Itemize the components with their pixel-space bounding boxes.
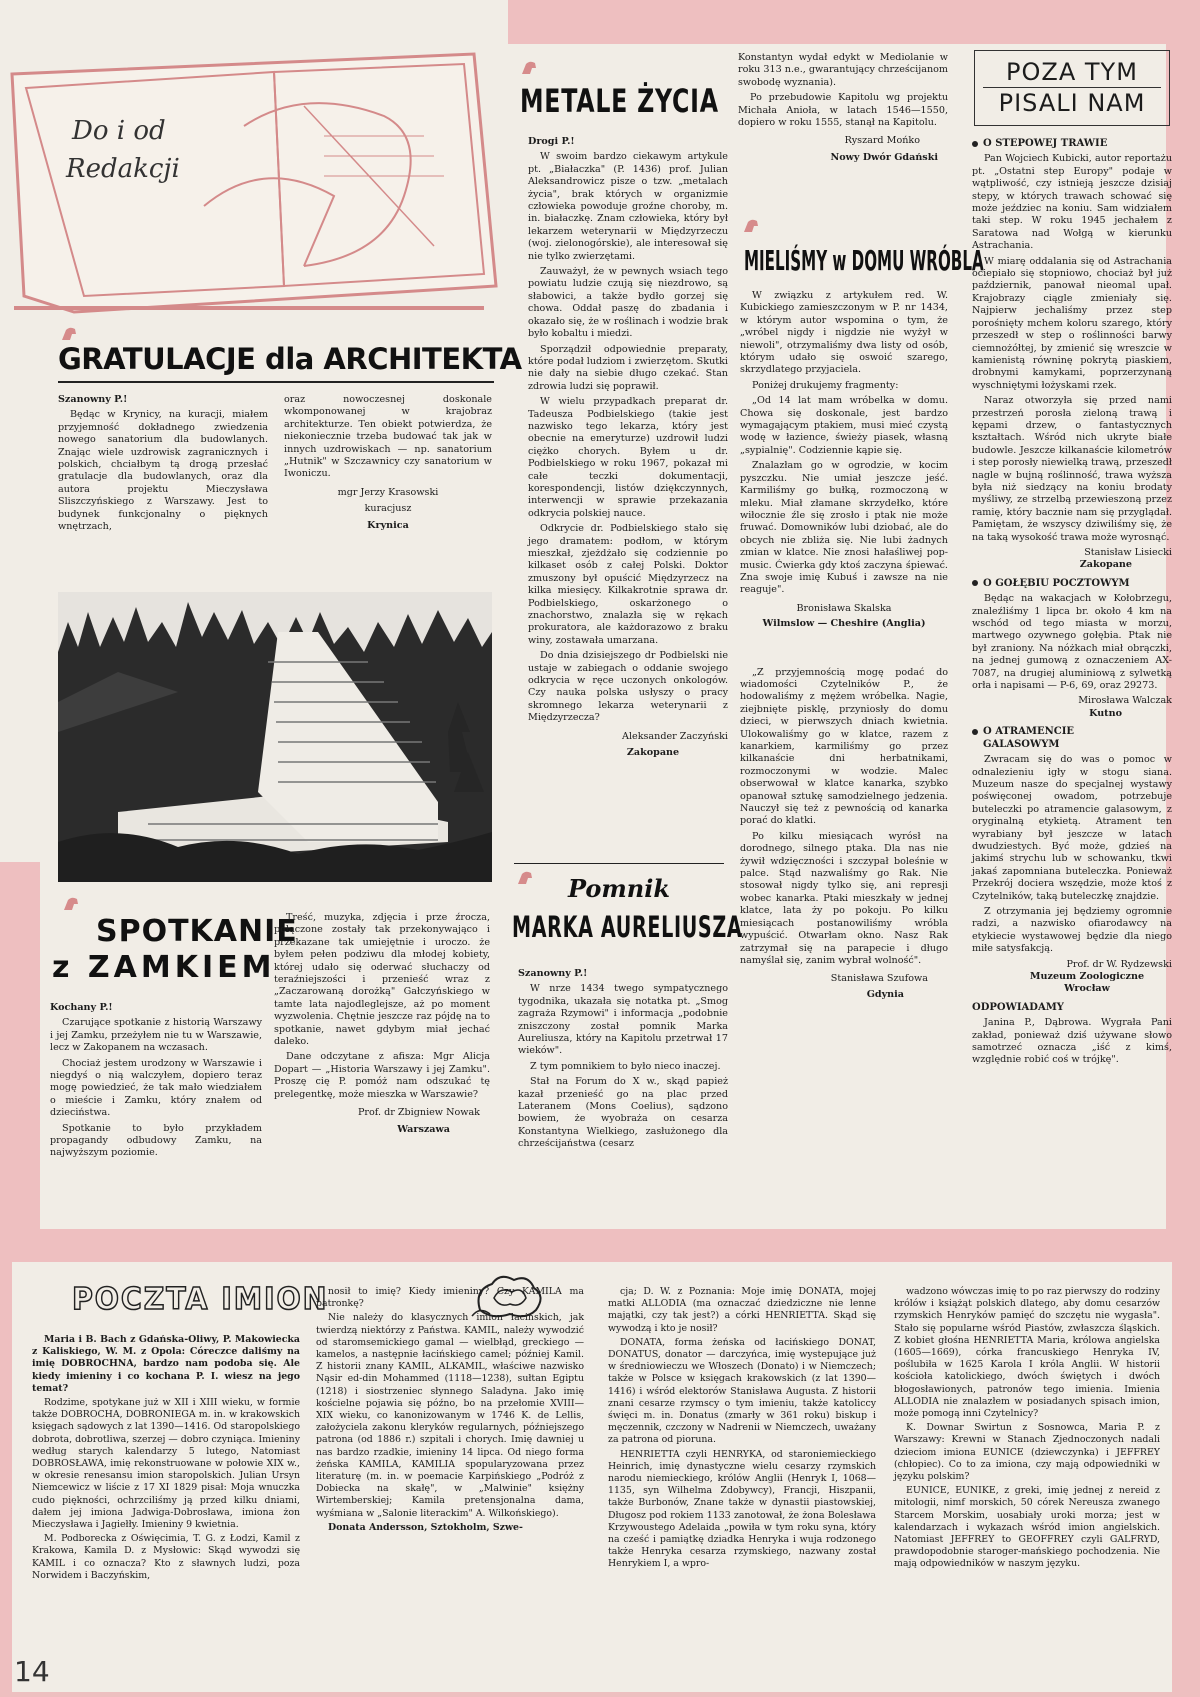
spotkanie-title-2: z ZAMKIEM: [52, 950, 276, 985]
pomnik-text-1: W nrze 1434 twego sympatycznego tygodnika, ukazała się notatka pt. „Smog zagraża Rzymowi" i informacja „podobnie zniszczony został pomnik Marka Aureliusza, który na Kapitolu przetrwał 17 wieków".: [518, 983, 728, 1057]
gratulacje-greeting: Szanowny P.!: [58, 394, 128, 405]
gratulacje-column-2: [284, 394, 492, 532]
bullet-icon: [972, 141, 978, 147]
stepowa-trawa-heading: [972, 138, 1172, 150]
spotkanie-greeting: Kochany P.!: [50, 1002, 113, 1013]
pomnik-greeting: Szanowny P.!: [518, 968, 588, 979]
poczta-c3-text-2: DONATA, forma żeńska od łacińskiego DONAT, DONATUS, donator — darczyńca, imię wystepujące już w średniowieczu we Włoszech (Donato) i w Niemczech; także w Polsce w księgach krakowskich (z lat 1390—1416) i wśród elektorów Stanisława Augusta. Z historii znani cesarze rzymscy o tym imieniu, także katoliccy święci m. in. Donatus (zmarły w 361 roku) biskup i męczennik, czczony w Nadrenii w Niemczech, uważany za patrona od pioruna.: [608, 1336, 876, 1446]
gratulacje-signature-name: mgr Jerzy Krasowski: [337, 486, 439, 498]
pomnik-rule: [514, 863, 724, 864]
golab-heading-text: O GOŁĘBIU POCZTOWYM: [983, 577, 1130, 589]
pomnik-column: [518, 968, 728, 1154]
poza-tym-title-2: PISALI NAM: [983, 87, 1161, 118]
spotkanie-text-3: Spotkanie to było przykładem propagandy odbudowy Zamku, na najwyższym poziomie.: [50, 1122, 262, 1159]
pomnik-title-1: Pomnik: [568, 874, 670, 903]
poczta-imion-title: POCZTA IMION: [72, 1282, 329, 1317]
wrobel-signature-2-name: Stanisława Szufowa: [830, 973, 928, 985]
atrament-text-1: Zwracam się do was o pomoc w odnalezieniu igły w stogu siana. Muzeum nasze do specjalnej wystawy poświęconej owadom, potrzebuje buteleczki po atramencie galasowym, z oryginalną etykietą. Atrament ten wyrabiany był jeszcze w latach dwudziestych. Być może, gdzieś na jakimś strychu lub w schowanku, tkwi jakaś zapomniana buteleczka. Ponieważ Przekrój dociera wszędzie, może ktoś z Czytelników, taką buteleczkę znajdzie.: [972, 754, 1172, 902]
poczta-c4-text-1: wadzono wówczas imię to po raz pierwszy do rodziny królów i książąt polskich dlatego, aby domu cesarzów rzymskich Henryków pamięć do szczętu nie wygasła". Stało się popularne wśród Piastów, zwłaszcza śląskich. Z kobiet głośna HENRIETTA Maria, królowa angielska (1605—1669), córka francuskiego Henryka IV, poślubiła w 1625 Karola I króla Anglii. W historii kościoła katolickiego, dwóch świętych i dwóch błogosławionych, patronów tego imienia. Imienia ALLODIA nie znalazłem w posiadanych spisach imion, może pomogą inni Czytelnicy?: [894, 1286, 1160, 1420]
poczta-c4-text-2: K. Downar Swirtun z Sosnowca, Maria P. z Warszawy: Krewni w Stanach Zjednoczonych nadali dzieciom imiona EUNICE (dziewczynka) i JEFFREY (chłopiec). Co to za imiona, czy mają odpowiedniki w języku polskim?: [894, 1422, 1160, 1483]
atrament-signature-museum: Muzeum Zoologiczne: [1029, 971, 1145, 982]
bullet-icon: [972, 580, 978, 586]
stepowa-text-1: Pan Wojciech Kubicki, autor reportażu pt. „Ostatni step Europy" podaje w wątpliwość, czy istnieją jeszcze dzisiaj stepy, w których trawach schować się może jeździec na koniu. Sam widziałem taki step. W roku 1945 jechałem z Saratowa nad Wołgą w kierunku Astrachania.: [972, 153, 1172, 252]
spotkanie-signature-name: Prof. dr Zbigniew Nowak: [357, 1107, 480, 1119]
poczta-column-1: [32, 1334, 300, 1584]
atrament-signature-name: Prof. dr W. Rydzewski: [1066, 958, 1172, 970]
poczta-column-3: [608, 1286, 876, 1573]
spotkanie-text-2: Chociaż jestem urodzony w Warszawie i niegdyś o nią walczyłem, dopiero teraz mogę powiedzieć, że tak mało wiedziałem o mieście i Zamku, który znałem od dzieciństwa.: [50, 1057, 262, 1119]
stepowa-text-3: Naraz otworzyła się przed nami przestrzeń porosła zieloną trawą i kępami drzew, o fantastycznych kształtach. Wśród nich ukryte białe budowle. Jeszcze kilkanaście kilometrów i step porosły niewielką trawą, przeszedł nagle w bujną roślinność, trawa wyższa była niż siedzący na koniu brodaty myśliwy, ze strzelbą przewieszoną przez ramię, który bacznie nam się przyglądał. Pamiętam, że wszyscy dziwiliśmy się, że na taką wysokość trawa może wyrosnąć.: [972, 395, 1172, 543]
stepowa-signature-city: Zakopane: [1079, 559, 1132, 571]
stepowa-signature-name: Stanisław Lisiecki: [1084, 547, 1172, 558]
horse-head-icon: [60, 326, 78, 342]
konstantyn-column: [738, 52, 948, 164]
bullet-icon: [972, 729, 978, 735]
wrobel-signature-1-city: Wilmslow — Cheshire (Anglia): [762, 618, 926, 630]
metale-text-6: Do dnia dzisiejszego dr Podbielski nie ustaje w zabiegach o oddanie swojego odkrycia w ręce uczonych onkologów. Czy nauka polska usłyszy o pracy skromnego lekarza weterynarii z Międzyrzecza?: [528, 650, 728, 724]
wrobel-text-4: Znalazłam go w ogrodzie, w kocim pyszczku. Nie umiał jeszcze jeść. Karmiliśmy go bułką, rozmoczoną w mleku. Miał złamane skrzydełko, które wiłocznie źle się zrosło i ptak nie może fruwać. Domowników lubi dziobać, ale do obcych nie zbliża się. Nie lubi żadnych zmian w klatce. Nie znosi hałaśliwej pop-music. Ćwierka gdy ktoś zaczyna śpiewać. Zna swoje imię Kubuś i zawsze na nie reaguje".: [740, 460, 948, 596]
golab-heading: [972, 578, 1172, 590]
redakcja-line2: Redakcji: [66, 154, 180, 184]
konstantyn-signature-name: Ryszard Mońko: [844, 135, 920, 147]
golab-text-1: Będąc na wakacjach w Kołobrzegu, znaleźliśmy 1 lipca br. około 4 km na wschód od tego miasta w morzu, martwego ozywnego gołębia. Ptak nie był zraniony. Na nóżkach miał obrączki, na jednej gumową z oznaczeniem AX-7087, na drugiej aluminiową z sylwetką orła i napisami — P-6, 69, oraz 29273.: [972, 593, 1172, 692]
poczta-c3-text-1: cja; D. W. z Poznania: Moje imię DONATA, mojej matki ALLODIA (ma oznaczać dziedziczne nie lenne majątki, czy tak jest?) a córki HENRIETTA. Skąd się wywodzą i kto je nosił?: [608, 1286, 876, 1334]
pomnik-text-3: Stał na Forum do X w., skąd papież kazał przenieść go na plac przed Lateranem (Mons Coelius), sądzono bowiem, że wyobraża on cesarza Konstantyna Wielkiego, zasłużonego dla chrześcijaństwa (cesarz: [518, 1076, 728, 1150]
stepowa-trawa-heading-text: O STEPOWEJ TRAWIE: [983, 138, 1108, 149]
wrobel-text-1: W związku z artykułem red. W. Kubickiego zamieszczonym w P. nr 1434, w którym autor wspomina o tym, że „wróbel nigdy i nigdzie nie wyżył w niewoli", otrzymaliśmy dwa listy od osób, którym udało się oswoić szarego, skrzydlatego przyjaciela.: [740, 290, 948, 376]
wrobel-title: MIELIŚMY w DOMU WRÓBLA: [744, 244, 984, 277]
poczta-c4-text-3: EUNICE, EUNIKE, z greki, imię jednej z nereid z mitologii, nimf morskich, 50 córek Nereusza zwanego Starcem Morskim, uosabiały uroki morza; jest w kalendarzach i wykazach wśród imion angielskich. Natomiast JEFFREY to GEOFFREY czyli GALFRYD, prawdopodobnie staroger-mańskiego pochodzenia. Nie mają odpowiedników w naszym języku.: [894, 1485, 1160, 1570]
wrobel-text-6: Po kilku miesiącach wyrósł na dorodnego, silnego ptaka. Dla nas nie żywił wdzięczności i szczypał boleśnie w palce. Stąd nazwaliśmy go Rak. Nie stosował nigdy tylko się, ani represji wobec kanarka. Ptaki mieszkały w jednej klatce, lata ży po pokoju. Po kilku miesiącach postanowiliśmy wróbla wypuścić. Otwarłam okno. Nasz Rak zatrzymał się na parapecie i długo namyślał się, zanim wybrał wolność".: [740, 830, 948, 966]
poczta-c3-text-3: HENRIETTA czyli HENRYKA, od staroniemieckiego Heinrich, imię dynastyczne wielu cesarzy rzymskich narodu niemieckiego, królów Anglii (Henryk I, 1068—1135, syn Wilhelma Zdobywcy), Francji, Hiszpanii, także Burbonów, Znane także w dynastii piastowskiej, Długosz pod rokiem 1133 zanotował, że żona Bolesława Krzywoustego Adelaida „powiła w tym roku syna, który na cześć i pamiątkę dziadka Henryka i wuja rodzonego także Henryka cesarza rzymskiego, nazwany został Henrykiem I, a wpro-: [608, 1448, 876, 1570]
odpowiadamy-text: Janina P., Dąbrowa. Wygrała Pani zakład, ponieważ dziś używane słowo samotrzeć oznacza „iść z kimś, względnie robić coś w trójkę".: [972, 1017, 1172, 1066]
poza-tym-header: [974, 50, 1170, 126]
spotkanie-text-5: Dane odczytane z afisza: Mgr Alicja Dopart — „Historia Warszawy i jej Zamku". Proszę cię P. pomóż nam odszukać tę prelegentkę, może mieszka w Warszawie?: [274, 1051, 490, 1100]
gratulacje-signature-role: kuracjusz: [364, 503, 412, 515]
metale-greeting: Drogi P.!: [528, 136, 575, 147]
gratulacje-column-1: [58, 394, 268, 536]
poczta-c1-text-1: [32, 1334, 300, 1395]
gratulacje-rule: [58, 381, 494, 383]
spotkanie-column-2: [274, 912, 490, 1136]
gratulacje-text-2: oraz nowoczesnej doskonale wkomponowanej w krajobraz architekturze. Ten obiekt potwierdza, że niekoniecznie trzeba budować tak jak w innych uzdrowiskach — np. sanatorium „Hutnik" w Szczawnicy czy sanatorium w Iwoniczu.: [284, 394, 492, 480]
metale-text-1: W swoim bardzo ciekawym artykule pt. „Białaczka" (P. 1436) prof. Julian Aleksandrowicz pisze o tzw. „metalach życia", brak których w organizmie człowieka powoduje groźne choroby, m. in. białaczkę. Znam człowieka, który był lekarzem weterynarii w Międzyrzeczu (woj. zielonogórskie), ale interesował się nie tylko zwierzętami.: [528, 151, 728, 262]
gratulacje-title: GRATULACJE dla ARCHITEKTA: [58, 342, 522, 376]
page-number: 14: [14, 1655, 50, 1688]
atrament-heading-text-2: GALASOWYM: [983, 738, 1060, 750]
golab-signature-city: Kutno: [1089, 707, 1122, 719]
metale-column: [528, 136, 728, 760]
wrobel-signature-2-city: Gdynia: [866, 988, 904, 1000]
konstantyn-text-2: Po przebudowie Kapitolu wg projektu Michała Anioła, w latach 1546—1550, dopiero w roku 1555, stanął na Kapitolu.: [738, 92, 948, 129]
atrament-text-2: Z otrzymania jej będziemy ogromnie radzi, a nazwisko ofiarodawcy na etykiecie wystawowej będzie dla niego miłe satysfakcją.: [972, 905, 1172, 955]
spotkanie-column-1: [50, 1002, 262, 1163]
poczta-column-2: [316, 1286, 584, 1536]
gratulacje-text-1: Będąc w Krynicy, na kuracji, miałem przyjemność dokładnego zwiedzenia nowego sanatorium dla budowlanych. Znając wiele uzdrowisk zagranicznych i polskich, chciałbym tą drogą przesłać gratulacje dla budowlanych, oraz dla autora projektu Mieczysława Sliszczyńskiego z Warszawy. Jest to budynek funkcjonalny o pięknych wnętrzach,: [58, 409, 268, 533]
metale-signature-city: Zakopane: [626, 747, 680, 759]
poczta-c1-text-3: M. Podborecka z Oświęcimia, T. G. z Łodzi, Kamil z Krakowa, Kamila D. z Mysłowic: Skąd wywodzi się KAMIL i co oznacza? Kto z sławnych ludzi, poza Norwidem i Baczyńskim,: [32, 1533, 300, 1581]
horse-head-icon: [516, 870, 534, 886]
wrobel-text-5: „Z przyjemnością mogę podać do wiadomości Czytelników P., że hodowaliśmy z mężem wróbelka. Nagie, ziejbnięte pisklę, przyniosły do domu dzieci, w pierwszych dniach kwietnia. Ulokowaliśmy go w klatce, razem z kanarkiem, karmiliśmy go przez kilkanaście dni herbatnikami, rozmoczonymi w wodzie. Malec obserwował w klatce kanarka, szybko opanował sztukę samodzielnego jedzenia. Nauczył się też z pewnością od kanarka porać do klatki.: [740, 666, 948, 827]
redakcja-header-title: [66, 112, 180, 188]
metale-text-4: W wielu przypadkach preparat dr. Tadeusza Podbielskiego (takie jest nazwisko tego lekarza, który jest obecnie na emeryturze) uzdrowił ludzi ciężko chorych. Byłem u dr. Podbielskiego w roku 1967, pokazał mi całe teczki dokumentacji, korespondencji, listów dziękczynnych, interwencji w sprawie przekazania odkrycia polskiej nauce.: [528, 396, 728, 519]
metale-signature-name: Aleksander Zaczyński: [622, 730, 728, 742]
pomnik-text-2: Z tym pomnikiem to było nieco inaczej.: [530, 1060, 721, 1072]
stepowa-text-2: W miarę oddalania się od Astrachania ociepiało się stopniowo, chociaż był już październik, panował nieomal upał. Krajobrazy ciągle zmieniały się. Najpierw jechaliśmy przez step porośnięty mchem koloru szarego, który przeszedł w step o roślinności barwy ciemnożółtej, by zmienić się wreszcie w kamienistą równinę pokrytą piaskiem, drobnymi kamykami, poprzerzynaną wyschniętymi łożyskami rzek.: [972, 255, 1172, 391]
poza-tym-column: [972, 132, 1172, 1070]
wrobel-text-3: „Od 14 lat mam wróbelka w domu. Chowa się doskonale, jest bardzo wymagającym ptakiem, musi mieć czystą wodę w łazience, świeży piasek, własną „sypialnię". Codziennie kąpie się.: [740, 395, 948, 456]
metale-text-3: Sporządził odpowiednie preparaty, które podał ludziom i zwierzętom. Skutki nie dały na siebie długo czekać. Stan zdrowia ludzi się poprawił.: [528, 343, 728, 392]
poczta-c2-text-2: Nie należy do klasycznych imion łacińskich, jak twierdzą niektórzy z Państwa. KAMIL, należy wywodzić od staromsemickiego gamal — wielbłąd, greckiego — kamelos, a następnie łacińskiego camel; później Kamil. Z historii znany KAMIL, ALKAMIL, właściwe nazwisko Nąsir ed-din Mohammed (1118—1238), sułtan Egiptu (1218) i siostrzeniec słynnego Saladyna. Jako imię kościelne pojawia się późno, bo na przełomie XVIII—XIX wieku, co kanonizowanym w 1746 K. de Lellis, założyciela zakonu kleryków regularnych, późniejszego patrona (od 1886 r.) szpitali i chorych. Imię dawniej u nas bardzo rzadkie, imieniny 14 lipca. Od niego forma żeńska KAMILA, KAMILIA spopularyzowana przez literaturę (m. in. w poemacie Karpińskiego „Podróż z Dobiecka na skałę", w „Malwinie" księżny Wirtemberskiej; Kamila pretensjonalna dama, wyśmiana w „Salonie literackim" A. Wilkońskiego).: [316, 1312, 584, 1519]
poczta-c2-text-1: nosił to imię? Kiedy imieniny? Czy KAMILA ma patronkę?: [316, 1286, 584, 1310]
gratulacje-signature-city: Krynica: [367, 519, 409, 531]
odpowiadamy-heading: ODPOWIADAMY: [972, 1001, 1064, 1013]
horse-head-icon: [520, 60, 538, 76]
sanatorium-photo: [58, 592, 492, 882]
spotkanie-text-4: Treść, muzyka, zdjęcia i prze źrocza, połączone zostały tak przekonywająco i przekazane tak umiejętnie i uroczo. że byłem pełen podziwu dla młodej kobiety, której udało się oderwać słuchaczy od teraźniejszości i przenieść wraz z „Zaczarowaną dorożką" Gałczyńskiego w tamte lata najodleglejsze, aż po moment wyzwolenia. Chętnie jeszcze raz pójdę na to spotkanie, nawet gdybym miał jechać daleko.: [274, 912, 490, 1048]
spotkanie-signature-city: Warszawa: [397, 1123, 450, 1135]
atrament-heading: [972, 726, 1172, 751]
metale-title: METALE ŻYCIA: [520, 82, 719, 120]
metale-text-2: Zauważył, że w pewnych wsiach tego powiatu ludzie czują się niezdrowo, są słabowici, a także bydło gorzej się chowa. Oddał paszę do zbadania i okazało się, że w roślinach i wodzie brak było kobaltu i miedzi.: [528, 266, 728, 340]
wrobel-column: [740, 290, 948, 1001]
konstantyn-text-1: Konstantyn wydał edykt w Mediolanie w roku 313 n.e., gwarantujący chrześcijanom swobodę wyznania).: [738, 52, 948, 88]
redakcja-line1: Do i od: [72, 116, 166, 146]
atrament-heading-text-1: O ATRAMENCIE: [983, 726, 1075, 738]
horse-head-icon: [62, 896, 80, 912]
pink-margin: [0, 864, 40, 1230]
wrobel-signature-1-name: Bronisława Skalska: [796, 602, 892, 614]
konstantyn-signature-city: Nowy Dwór Gdański: [830, 151, 938, 163]
poczta-column-4: [894, 1286, 1160, 1573]
atrament-signature-city: Wrocław: [1064, 983, 1110, 995]
poczta-c1-text-2: Rodzime, spotykane już w XII i XIII wieku, w formie także DOBROCHA, DOBRONIEGA m. in. w krakowskich księgach sądowych z lat 1390—1416. Od staropolskiego dobrota, dobrotliwa, szerzej — dobro czyniąca. Imieniny według starych kalendarzy 5 lutego, Natomiast DOBROSŁAWA, imię rekonstruowane w połowie XIX w., w okresie renesansu imion staropolskich. Julian Ursyn Niemcewicz w liście z 17 XI 1829 pisał: Moja wnuczka cudo piękności, ochrzciliśmy ją przed kilku dniami, dałem jej imiona Jadwiga-Dobrosława, imiona żon Mieczysława i Jagiełły. Imieniny 9 kwietnia.: [32, 1397, 300, 1531]
golab-signature-name: Mirosława Walczak: [1078, 695, 1172, 707]
spotkanie-title-1: SPOTKANIE: [96, 914, 298, 949]
poczta-c2-text-3: Donata Andersson, Sztokholm, Szwe-: [328, 1521, 523, 1533]
pomnik-title-2: MARKA AURELIUSZA: [512, 910, 743, 944]
horse-head-icon: [742, 218, 760, 234]
spotkanie-text-1: Czarujące spotkanie z historią Warszawy i jej Zamku, przeżyłem nie tu w Warszawie, lecz w Zakopanem na wczasach.: [50, 1017, 262, 1054]
poza-tym-title-1: POZA TYM: [1006, 58, 1138, 86]
poczta-c1-text-1-b: Maria i B. Bach z Gdańska-Oliwy, P. Makowiecka z Kaliskiego, W. M. z Opola: Córeczce daliśmy na imię DOBROCHNA, bardzo nam podoba się. Ale kiedy imieniny i co kochana P. I. wiesz na jego temat?: [32, 1334, 300, 1394]
wrobel-text-2: Poniżej drukujemy fragmenty:: [752, 379, 899, 391]
metale-text-5: Odkrycie dr. Podbielskiego stało się jego dramatem: podłom, w którym mieszkał, zjeżdżało się codziennie po kilkaset osób z całej Polski. Doktor zmuszony był opuścić Międzyrzecz na kilka miesięcy. Kilkakrotnie sprawa dr. Podbielskiego, oskarżonego o znachorstwo, znalazła się w rękach prokuratora, ale każdorazowo z braku winy, zostawała umarzana.: [528, 523, 728, 646]
